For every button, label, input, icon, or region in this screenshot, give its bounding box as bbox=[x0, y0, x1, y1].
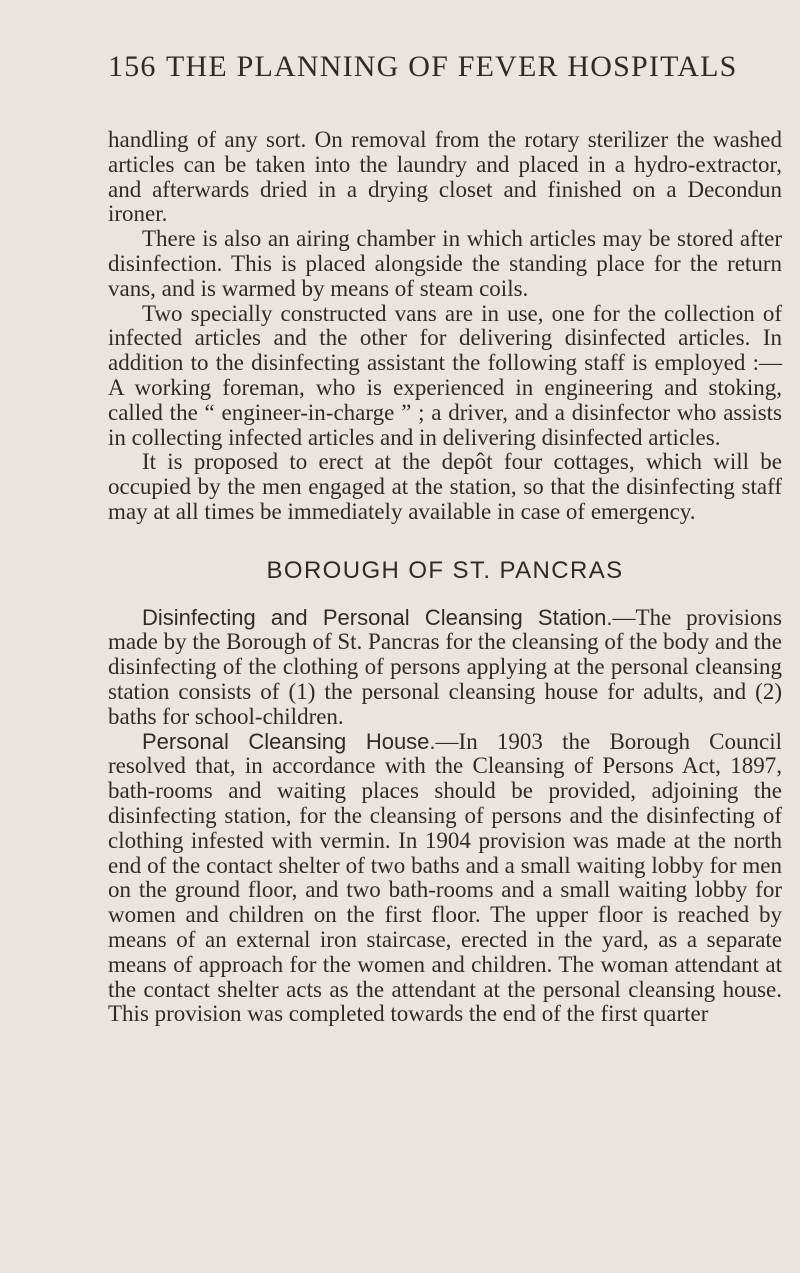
running-title: THE PLANNING OF FEVER HOSPITALS bbox=[166, 50, 738, 83]
paragraph-cleansing-station bbox=[108, 606, 782, 730]
paragraph-continued: handling of any sort. On removal from the rotary sterilizer the washed articles can be taken into the laundry and placed in a hydro-extractor, and afterwards dried in a drying closet and finished on a Decondun ironer. bbox=[108, 127, 782, 227]
paragraph-text: —In 1903 the Borough Council resolved that, in accordance with the Cleansing of Persons Act, 1897, bath-rooms and waiting places should be provided, adjoining the disinfecting station, for the cleansing of persons and the disinfecting of clothing infested with vermin. In 1904 provision was made at the north end of the contact shelter of two baths and a small waiting lobby for men on the ground floor, and two bath-rooms and a small waiting lobby for women and children on the first floor. The upper floor is reached by means of an external iron staircase, erected in the yard, as a separate means of approach for the women and children. The woman attendant at the contact shelter acts as the attendant at the personal cleansing house. This provision was completed towards the end of the first quarter bbox=[108, 728, 782, 1027]
paragraph-text: —The provisions made by the Borough of St. Pancras for the cleansing of the body and the disinfecting of the clothing of persons applying at the personal cleansing station consists of (1) the personal cleansing house for adults, and (2) baths for school-children. bbox=[108, 604, 782, 729]
section-heading: BOROUGH OF ST. PANCRAS bbox=[266, 556, 624, 584]
run-in-heading: Disinfecting and Personal Cleansing Station. bbox=[142, 604, 613, 630]
paragraph-cleansing-house bbox=[108, 730, 782, 1028]
paragraph-airing-chamber: There is also an airing chamber in which articles may be stored after disinfection. This is placed alongside the standing place for the return vans, and is warmed by means of steam coils. bbox=[108, 226, 782, 301]
paragraph-vans-staff: Two specially constructed vans are in use, one for the collection of infected articles and the other for delivering disinfected articles. In addition to the disinfecting assistant the following staff is employed :—A working foreman, who is experienced in engineering and stoking, called the “ engineer-in-charge ” ; a driver, and a disinfector who assists in collecting infected articles and in delivering disinfected articles. bbox=[108, 300, 782, 450]
page-number: 156 bbox=[108, 50, 157, 83]
running-head bbox=[108, 50, 758, 96]
paragraph-cottages: It is proposed to erect at the depôt four cottages, which will be occupied by the men engaged at the station, so that the disinfecting staff may at all times be immediately available in case of emergency. bbox=[108, 449, 782, 524]
run-in-heading: Personal Cleansing House. bbox=[142, 728, 436, 754]
page-body bbox=[108, 128, 782, 1027]
